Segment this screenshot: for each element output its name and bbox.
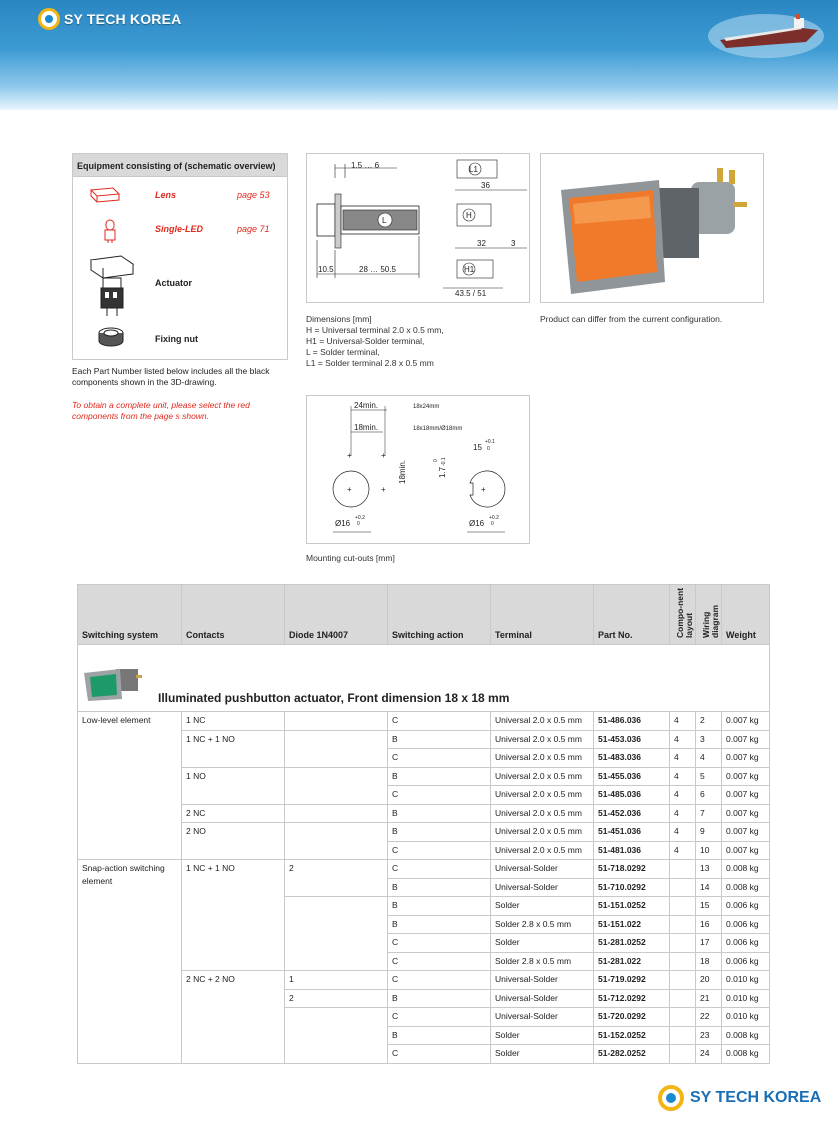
table-row <box>78 730 770 749</box>
col-header-switching-system: Switching system <box>78 585 182 645</box>
cell-terminal: Universal 2.0 x 0.5 mm <box>491 823 594 842</box>
cell-system: Snap-action switching element <box>78 860 182 1064</box>
dim-label-l1: L1 <box>469 165 478 174</box>
cell-wiring: 2 <box>696 712 722 731</box>
cell-terminal: Universal 2.0 x 0.5 mm <box>491 749 594 768</box>
header-banner <box>0 0 838 110</box>
cell-wiring: 24 <box>696 1045 722 1064</box>
cell-action: B <box>388 915 491 934</box>
brand-name: SY TECH KOREA <box>64 11 182 27</box>
cell-diode <box>285 804 388 823</box>
cell-part: 51-282.0252 <box>594 1045 670 1064</box>
cell-part: 51-481.036 <box>594 841 670 860</box>
col-header-contacts: Contacts <box>182 585 285 645</box>
equipment-item-name: Fixing nut <box>155 334 198 344</box>
cell-action: B <box>388 989 491 1008</box>
cut-label-e-tol: 0 <box>433 459 439 462</box>
brand-name-footer: SY TECH KOREA <box>690 1089 822 1106</box>
equipment-item-led <box>73 218 287 248</box>
equipment-item-name: Single-LED <box>155 224 204 234</box>
cut-label-c-tol: +0.1 <box>485 439 495 445</box>
cell-layout <box>670 1026 696 1045</box>
cut-label-g-tol: +0.2 <box>489 515 499 521</box>
cell-layout <box>670 860 696 879</box>
cell-action: B <box>388 730 491 749</box>
table-row <box>78 860 770 879</box>
table-row <box>78 804 770 823</box>
cut-label-g: Ø16 <box>469 519 485 528</box>
cell-wiring: 13 <box>696 860 722 879</box>
ship-illustration-icon <box>706 6 828 66</box>
cell-contacts: 1 NC + 1 NO <box>182 730 285 767</box>
cut-label-f-tol: +0.2 <box>355 515 365 521</box>
cell-action: B <box>388 804 491 823</box>
cell-terminal: Universal 2.0 x 0.5 mm <box>491 841 594 860</box>
cell-diode <box>285 1008 388 1064</box>
cell-action: B <box>388 878 491 897</box>
cell-terminal: Universal 2.0 x 0.5 mm <box>491 767 594 786</box>
dimension-drawing-svg <box>307 154 529 302</box>
cell-terminal: Universal-Solder <box>491 989 594 1008</box>
table-row <box>78 712 770 731</box>
cell-action: C <box>388 786 491 805</box>
cell-diode: 2 <box>285 989 388 1008</box>
cutout-drawing-svg <box>307 396 529 543</box>
col-header-wiring-diagram-label: Wiring diagram <box>701 604 720 638</box>
cell-contacts: 2 NC <box>182 804 285 823</box>
cell-contacts: 1 NO <box>182 767 285 804</box>
cell-terminal: Solder 2.8 x 0.5 mm <box>491 952 594 971</box>
parts-table <box>77 584 770 1064</box>
product-photo-illustration <box>541 154 763 302</box>
equipment-item-name: Actuator <box>155 278 193 288</box>
cell-weight: 0.007 kg <box>722 841 770 860</box>
table-header-row <box>78 585 770 645</box>
dimension-caption-line: H = Universal terminal 2.0 x 0.5 mm, <box>306 325 444 335</box>
col-header-weight: Weight <box>722 585 770 645</box>
equipment-item-page-link[interactable]: page 53 <box>237 190 270 200</box>
cell-wiring: 5 <box>696 767 722 786</box>
cut-label-b: 18min. <box>354 423 379 432</box>
cell-part: 51-452.036 <box>594 804 670 823</box>
svg-text:+: + <box>381 451 386 460</box>
cell-action: C <box>388 749 491 768</box>
cell-contacts: 1 NC + 1 NO <box>182 860 285 971</box>
col-header-component-layout-label: Compo-nent layout <box>675 587 694 638</box>
cell-contacts: 1 NC <box>182 712 285 731</box>
dim-label-f: 28 … 50.5 <box>359 265 396 274</box>
dimension-caption-line: H1 = Universal-Solder terminal, <box>306 336 425 346</box>
dimension-caption-line: L1 = Solder terminal 2.8 x 0.5 mm <box>306 358 434 368</box>
cell-weight: 0.007 kg <box>722 804 770 823</box>
svg-text:+: + <box>381 485 386 494</box>
dim-label-h: H <box>466 211 472 220</box>
cell-part: 51-483.036 <box>594 749 670 768</box>
equipment-item-name: Lens <box>155 190 177 200</box>
cell-weight: 0.007 kg <box>722 786 770 805</box>
cell-terminal: Solder <box>491 934 594 953</box>
cell-layout <box>670 1045 696 1064</box>
dim-label-e: 10.5 <box>318 265 334 274</box>
dim-label-l: L <box>382 216 387 225</box>
cell-terminal: Solder <box>491 1026 594 1045</box>
col-header-part-no: Part No. <box>594 585 670 645</box>
cell-action: B <box>388 897 491 916</box>
cell-wiring: 17 <box>696 934 722 953</box>
dimension-drawing <box>306 153 530 303</box>
cell-weight: 0.006 kg <box>722 897 770 916</box>
dim-label-c: 32 <box>477 239 486 248</box>
table-row <box>78 823 770 842</box>
cell-part: 51-281.022 <box>594 952 670 971</box>
equipment-item-actuator <box>73 252 287 322</box>
cell-layout <box>670 878 696 897</box>
equipment-item-page-link[interactable]: page 71 <box>237 224 270 234</box>
lens-icon <box>87 184 123 208</box>
cut-label-a: 24min. <box>354 401 379 410</box>
cell-part: 51-710.0292 <box>594 878 670 897</box>
cell-layout: 4 <box>670 823 696 842</box>
cell-terminal: Universal 2.0 x 0.5 mm <box>491 730 594 749</box>
dimension-caption <box>306 314 530 369</box>
mounting-cutout-drawing <box>306 395 530 544</box>
cell-action: C <box>388 952 491 971</box>
cell-weight: 0.007 kg <box>722 749 770 768</box>
cut-label-e-tol2: -0.1 <box>441 457 447 466</box>
cell-action: B <box>388 1026 491 1045</box>
cell-terminal: Solder <box>491 897 594 916</box>
cell-part: 51-453.036 <box>594 730 670 749</box>
col-header-terminal: Terminal <box>491 585 594 645</box>
cell-layout: 4 <box>670 804 696 823</box>
led-icon <box>103 218 117 244</box>
cell-part: 51-151.022 <box>594 915 670 934</box>
cell-terminal: Solder 2.8 x 0.5 mm <box>491 915 594 934</box>
group-cell <box>78 645 770 712</box>
cell-wiring: 9 <box>696 823 722 842</box>
cell-diode: 1 <box>285 971 388 990</box>
dim-label-g: 43.5 / 51 <box>455 289 487 298</box>
cell-part: 51-719.0292 <box>594 971 670 990</box>
table-row <box>78 971 770 990</box>
cell-part: 51-718.0292 <box>594 860 670 879</box>
col-header-wiring-diagram <box>696 585 722 645</box>
dimension-caption-line: L = Solder terminal, <box>306 347 380 357</box>
photo-caption: Product can differ from the current configuration. <box>540 314 723 324</box>
svg-text:+: + <box>347 451 352 460</box>
cell-layout: 4 <box>670 730 696 749</box>
group-title: Illuminated pushbutton actuator, Front dimension 18 x 18 mm <box>158 691 510 705</box>
cell-layout <box>670 915 696 934</box>
cell-weight: 0.008 kg <box>722 878 770 897</box>
col-header-switching-action: Switching action <box>388 585 491 645</box>
cell-weight: 0.007 kg <box>722 767 770 786</box>
cell-action: C <box>388 934 491 953</box>
cell-weight: 0.007 kg <box>722 712 770 731</box>
cell-system: Low-level element <box>78 712 182 860</box>
dim-label-d: 3 <box>511 239 516 248</box>
cell-weight: 0.010 kg <box>722 989 770 1008</box>
cell-part: 51-281.0252 <box>594 934 670 953</box>
brand-logo-footer-icon <box>658 1085 684 1111</box>
cell-contacts: 2 NC + 2 NO <box>182 971 285 1064</box>
actuator-icon <box>87 252 137 318</box>
cell-diode <box>285 712 388 731</box>
cell-weight: 0.010 kg <box>722 1008 770 1027</box>
cell-terminal: Solder <box>491 1045 594 1064</box>
group-row <box>78 645 770 712</box>
cell-weight: 0.006 kg <box>722 952 770 971</box>
cell-part: 51-720.0292 <box>594 1008 670 1027</box>
cell-diode <box>285 767 388 804</box>
cell-diode <box>285 897 388 971</box>
cell-action: C <box>388 971 491 990</box>
cell-terminal: Universal 2.0 x 0.5 mm <box>491 786 594 805</box>
cell-layout <box>670 1008 696 1027</box>
cell-contacts: 2 NO <box>182 823 285 860</box>
fixing-nut-icon <box>97 326 125 348</box>
brand-logo-icon <box>38 8 60 30</box>
cell-weight: 0.008 kg <box>722 1045 770 1064</box>
cut-label-c-tol2: 0 <box>487 446 490 452</box>
col-header-component-layout <box>670 585 696 645</box>
cell-layout <box>670 934 696 953</box>
equipment-overview <box>72 153 288 360</box>
cell-terminal: Universal-Solder <box>491 860 594 879</box>
cell-terminal: Universal-Solder <box>491 1008 594 1027</box>
cutout-caption: Mounting cut-outs [mm] <box>306 553 395 563</box>
cut-label-a2: 18x24mm <box>413 404 440 410</box>
cell-layout <box>670 952 696 971</box>
cell-part: 51-152.0252 <box>594 1026 670 1045</box>
cell-action: C <box>388 712 491 731</box>
pushbutton-product-image <box>82 663 144 703</box>
dimension-caption-line: Dimensions [mm] <box>306 314 372 324</box>
svg-text:+: + <box>347 485 352 494</box>
dim-label-b: 36 <box>481 181 490 190</box>
cell-layout: 4 <box>670 786 696 805</box>
cut-label-e: 1.7 <box>438 466 447 478</box>
cell-diode <box>285 823 388 860</box>
cell-action: B <box>388 767 491 786</box>
cell-layout: 4 <box>670 841 696 860</box>
cell-action: C <box>388 841 491 860</box>
cell-terminal: Universal 2.0 x 0.5 mm <box>491 804 594 823</box>
cell-diode: 2 <box>285 860 388 897</box>
cell-wiring: 14 <box>696 878 722 897</box>
cell-action: C <box>388 1045 491 1064</box>
cell-wiring: 15 <box>696 897 722 916</box>
dim-label-h1: H1 <box>464 265 475 274</box>
cell-wiring: 10 <box>696 841 722 860</box>
cell-wiring: 3 <box>696 730 722 749</box>
cell-wiring: 23 <box>696 1026 722 1045</box>
cut-label-d: 18min. <box>398 459 407 484</box>
cell-layout: 4 <box>670 749 696 768</box>
brand-logo-footer[interactable] <box>658 1085 821 1111</box>
cell-part: 51-451.036 <box>594 823 670 842</box>
cell-part: 51-486.036 <box>594 712 670 731</box>
equipment-red-note: To obtain a complete unit, please select the red components from the page s shown. <box>72 400 250 421</box>
cell-wiring: 20 <box>696 971 722 990</box>
cut-label-g-tol2: 0 <box>491 521 494 527</box>
cell-weight: 0.008 kg <box>722 1026 770 1045</box>
table-row <box>78 767 770 786</box>
cell-wiring: 4 <box>696 749 722 768</box>
cut-label-c: 15 <box>473 443 482 452</box>
cut-label-f: Ø16 <box>335 519 351 528</box>
cell-weight: 0.010 kg <box>722 971 770 990</box>
brand-logo[interactable] <box>38 8 181 30</box>
cell-diode <box>285 730 388 767</box>
cell-terminal: Universal 2.0 x 0.5 mm <box>491 712 594 731</box>
svg-text:+: + <box>481 485 486 494</box>
cut-label-f-tol2: 0 <box>357 521 360 527</box>
cell-part: 51-712.0292 <box>594 989 670 1008</box>
cell-wiring: 16 <box>696 915 722 934</box>
cell-weight: 0.006 kg <box>722 915 770 934</box>
cell-wiring: 6 <box>696 786 722 805</box>
product-photo <box>540 153 764 303</box>
equipment-item-fixing-nut <box>73 326 287 352</box>
cell-layout: 4 <box>670 767 696 786</box>
dim-label-a: 1.5 … 6 <box>351 161 380 170</box>
cell-terminal: Universal-Solder <box>491 878 594 897</box>
cell-weight: 0.007 kg <box>722 730 770 749</box>
cut-label-b2: 18x18mm/Ø18mm <box>413 426 463 432</box>
cell-wiring: 22 <box>696 1008 722 1027</box>
cell-wiring: 7 <box>696 804 722 823</box>
cell-action: C <box>388 1008 491 1027</box>
cell-layout <box>670 897 696 916</box>
cell-layout <box>670 989 696 1008</box>
equipment-item-lens <box>73 184 287 214</box>
cell-terminal: Universal-Solder <box>491 971 594 990</box>
cell-layout <box>670 971 696 990</box>
cell-wiring: 18 <box>696 952 722 971</box>
equipment-heading: Equipment consisting of (schematic overview) <box>73 154 287 177</box>
cell-part: 51-455.036 <box>594 767 670 786</box>
cell-layout: 4 <box>670 712 696 731</box>
cell-action: C <box>388 860 491 879</box>
cell-weight: 0.008 kg <box>722 860 770 879</box>
col-header-diode: Diode 1N4007 <box>285 585 388 645</box>
cell-part: 51-151.0252 <box>594 897 670 916</box>
cell-wiring: 21 <box>696 989 722 1008</box>
cell-weight: 0.006 kg <box>722 934 770 953</box>
cell-part: 51-485.036 <box>594 786 670 805</box>
equipment-note: Each Part Number listed below includes all the black components shown in the 3D-drawing. <box>72 366 270 387</box>
cell-action: B <box>388 823 491 842</box>
cell-weight: 0.007 kg <box>722 823 770 842</box>
